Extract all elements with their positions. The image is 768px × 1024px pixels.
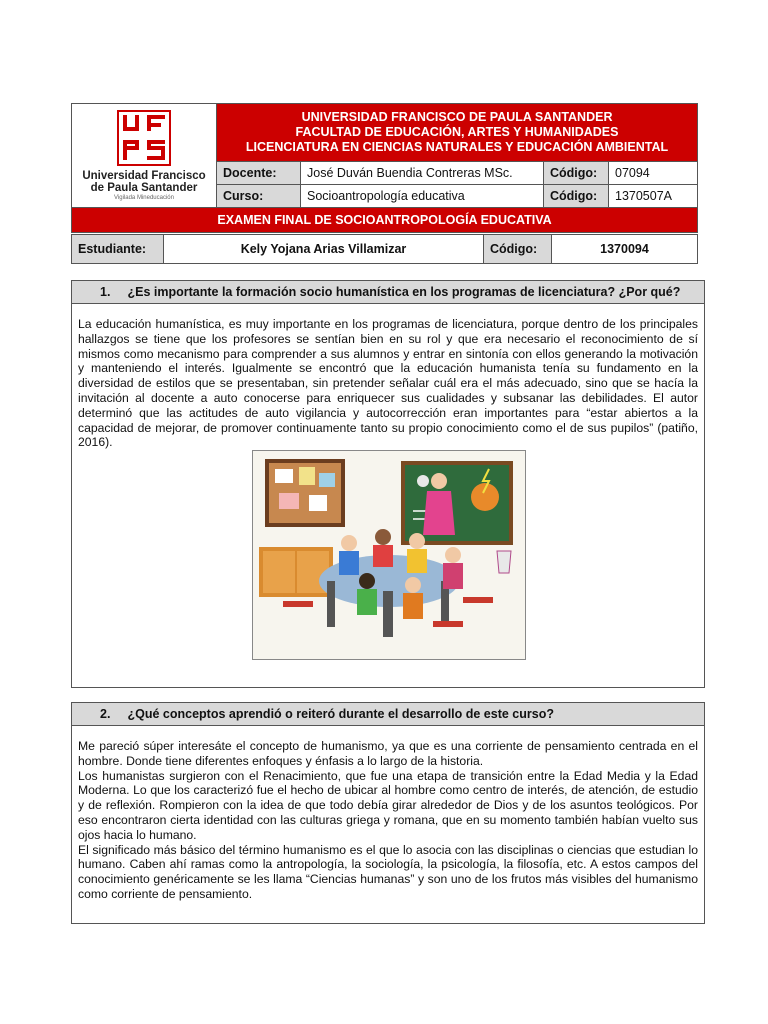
answer-2-paragraph-2: Los humanistas surgieron con el Renacimiento, que fue una etapa de transición entre la Edad Media y la Edad Moderna. Lo que los caracterizó fue el hecho de ubicar al hombre como centro de interés, de atención, de estudio y de reflexión. Rompieron con la idea de que todo debía girar alrededor de Dios y de los asuntos teológicos. Por eso encontraron cierta identidad con las culturas griega y romana, que en su momento también habían vuelto sus ojos hacia lo humano. [78, 768, 698, 842]
question-1-answer [72, 304, 704, 450]
question-2-answer [72, 726, 704, 902]
university-logo [72, 104, 217, 208]
question-2-box [71, 702, 705, 924]
question-2-number: 2. [100, 707, 111, 721]
code-value-1: 07094 [609, 162, 698, 185]
course-label: Curso: [217, 185, 301, 208]
program-name: LICENCIATURA EN CIENCIAS NATURALES Y EDUCACIÓN AMBIENTAL [245, 140, 669, 154]
code-label-1: Código: [544, 162, 609, 185]
question-1-title: ¿Es importante la formación socio humanística en los programas de licenciatura? ¿Por qué? [127, 285, 681, 299]
student-table [71, 234, 698, 264]
logo-name-line1: Universidad Francisco [82, 169, 206, 182]
student-code-value: 1370094 [552, 235, 698, 264]
teacher-value: José Duván Buendia Contreras MSc. [301, 162, 544, 185]
question-1-number: 1. [100, 285, 111, 299]
student-label: Estudiante: [72, 235, 164, 264]
logo-name-line2: de Paula Santander [90, 181, 198, 194]
classroom-illustration-icon [252, 450, 526, 660]
ufps-logo-icon [117, 110, 171, 166]
logo-tagline: Vigilada Mineducación [114, 194, 174, 201]
student-name: Kely Yojana Arias Villamizar [164, 235, 484, 264]
question-1-header [72, 281, 704, 304]
answer-2-paragraph-1: Me pareció súper interesáte el concepto de humanismo, ya que es una corriente de pensamiento centrada en el hombre. Donde tiene diferentes enfoques y énfasis a lo largo de la historia. [78, 739, 698, 768]
answer-1-paragraph: La educación humanística, es muy importante en los programas de licenciatura, porque dentro de los principales hallazgos se tiene que los profesores se sentían bien en su rol y que era necesario el reconocimiento de sí mismos como mecanismo para comprender a sus alumnos y entrar en sintonía con ellos generando la motivación y manteniendo el interés. Igualmente se encontró que la educación humanista tenía su fundamento en la diversidad de estilos que se presentaban, sin pretender señalar cuál era el más adecuado, sino que se hacía la invitación al docente a auto conocerse para enriquecer sus cualidades y subsanar las debilidades. El autor determinó que las actitudes de auto vigilancia y autocorrección eran importantes para “estar abiertos a la capacidad de mejorar, de promover continuamente tanto su propio conocimiento como el de sus pupilos” (patiño, 2016). [78, 317, 698, 450]
student-code-label: Código: [484, 235, 552, 264]
code-value-2: 1370507A [609, 185, 698, 208]
answer-2-paragraph-3: El significado más básico del término humanismo es el que lo asocia con las disciplinas o ciencias que estudian lo humano. Caben ahí ramas como la antropología, la sociología, la psicología, la filosofía, etc. A estos campos del conocimiento genéricamente se les llama “Ciencias humanas” y son uno de los frutos más visibles del humanismo como corriente de pensamiento. [78, 842, 698, 901]
header-titles [217, 104, 698, 162]
course-value: Socioantropología educativa [301, 185, 544, 208]
question-2-header [72, 703, 704, 726]
code-label-2: Código: [544, 185, 609, 208]
university-name: UNIVERSIDAD FRANCISCO DE PAULA SANTANDER [301, 110, 613, 124]
teacher-label: Docente: [217, 162, 301, 185]
exam-title: EXAMEN FINAL DE SOCIOANTROPOLOGÍA EDUCATIVA [72, 208, 698, 233]
question-2-title: ¿Qué conceptos aprendió o reiteró durante el desarrollo de este curso? [127, 707, 554, 721]
header-table [71, 103, 698, 233]
faculty-name: FACULTAD DE EDUCACIÓN, ARTES Y HUMANIDADES [295, 125, 619, 139]
